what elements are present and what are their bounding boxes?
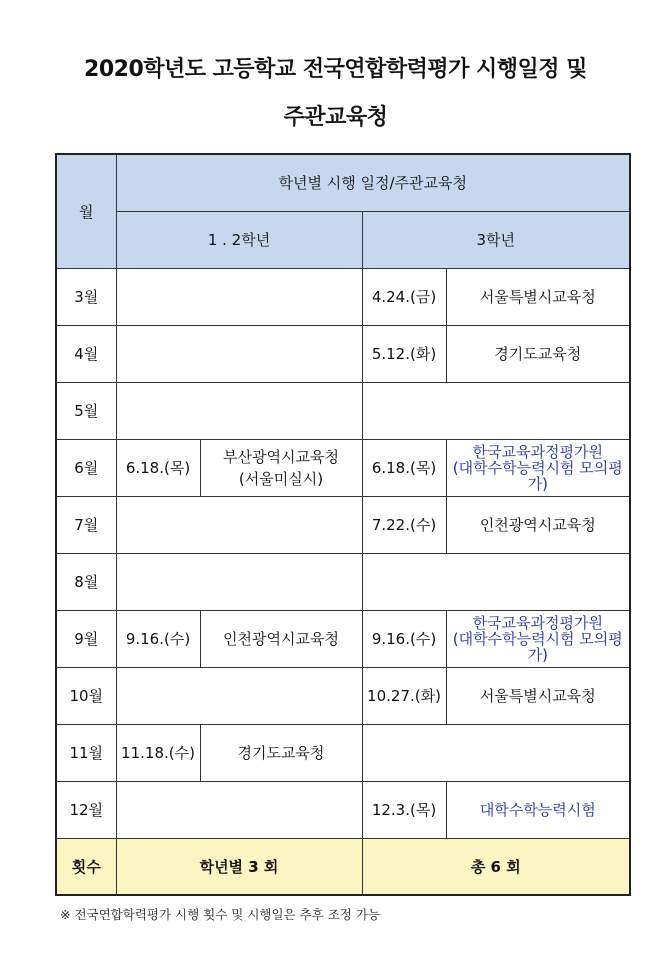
month-cell: 11월 (56, 724, 116, 781)
footer-row (56, 838, 630, 895)
month-cell: 8월 (56, 553, 116, 610)
grade12-date: 9.16.(수) (116, 610, 200, 667)
grade3-empty (362, 724, 630, 781)
table-row (56, 553, 630, 610)
footer-grade12-count: 학년별 3 회 (116, 838, 362, 895)
month-cell: 3월 (56, 268, 116, 325)
table-row (56, 382, 630, 439)
page-title: 2020학년도 고등학교 전국연합학력평가 시행일정 및 (84, 57, 587, 82)
footer-grade3-count: 총 6 회 (362, 838, 630, 895)
table-row (56, 781, 630, 838)
header-grade3: 3학년 (362, 211, 630, 268)
grade12-empty (116, 382, 362, 439)
grade3-org-line1: 한국교육과정평가원 (472, 613, 603, 632)
grade3-org: 서울특별시교육청 (446, 667, 630, 724)
grade12-empty (116, 496, 362, 553)
grade12-date: 11.18.(수) (116, 724, 200, 781)
table-row (56, 268, 630, 325)
month-cell: 9월 (56, 610, 116, 667)
header-month: 월 (56, 154, 116, 268)
grade3-org (446, 439, 630, 496)
grade3-org (446, 610, 630, 667)
month-cell: 6월 (56, 439, 116, 496)
grade3-date: 12.3.(목) (362, 781, 446, 838)
grade12-empty (116, 667, 362, 724)
footer-label: 횟수 (56, 838, 116, 895)
grade3-org-line1: 한국교육과정평가원 (472, 442, 603, 461)
footnote: ※ 전국연합학력평가 시행 횟수 및 시행일은 추후 조정 가능 (60, 907, 380, 922)
grade3-empty (362, 553, 630, 610)
grade3-org: 경기도교육청 (446, 325, 630, 382)
month-cell: 5월 (56, 382, 116, 439)
grade3-org-line2: (대학수학능력시험 모의평가) (452, 458, 623, 493)
grade3-date: 10.27.(화) (362, 667, 446, 724)
grade12-empty (116, 553, 362, 610)
grade3-date: 5.12.(화) (362, 325, 446, 382)
table-row (56, 724, 630, 781)
grade12-org: 경기도교육청 (200, 724, 362, 781)
grade12-empty (116, 781, 362, 838)
table-row (56, 496, 630, 553)
table-row (56, 325, 630, 382)
grade3-org: 서울특별시교육청 (446, 268, 630, 325)
grade3-org-line2: (대학수학능력시험 모의평가) (452, 629, 623, 664)
table-row (56, 667, 630, 724)
month-cell: 4월 (56, 325, 116, 382)
header-grade12: 1 . 2학년 (116, 211, 362, 268)
month-cell: 12월 (56, 781, 116, 838)
grade12-org: 인천광역시교육청 (200, 610, 362, 667)
grade12-org-line1: 부산광역시교육청 (223, 447, 339, 466)
grade12-org-line2: (서울미실시) (238, 469, 324, 488)
page-subtitle: 주관교육청 (283, 105, 388, 130)
grade12-date: 6.18.(목) (116, 439, 200, 496)
grade3-empty (362, 382, 630, 439)
month-cell: 10월 (56, 667, 116, 724)
header-group: 학년별 시행 일정/주관교육청 (116, 154, 630, 211)
grade3-date: 6.18.(목) (362, 439, 446, 496)
grade3-org: 대학수학능력시험 (446, 781, 630, 838)
grade12-empty (116, 268, 362, 325)
table-row (56, 610, 630, 667)
table-row (56, 439, 630, 496)
grade12-empty (116, 325, 362, 382)
grade3-date: 4.24.(금) (362, 268, 446, 325)
grade3-org: 인천광역시교육청 (446, 496, 630, 553)
grade12-org (200, 439, 362, 496)
grade3-date: 7.22.(수) (362, 496, 446, 553)
grade3-date: 9.16.(수) (362, 610, 446, 667)
schedule-table (55, 153, 631, 896)
month-cell: 7월 (56, 496, 116, 553)
